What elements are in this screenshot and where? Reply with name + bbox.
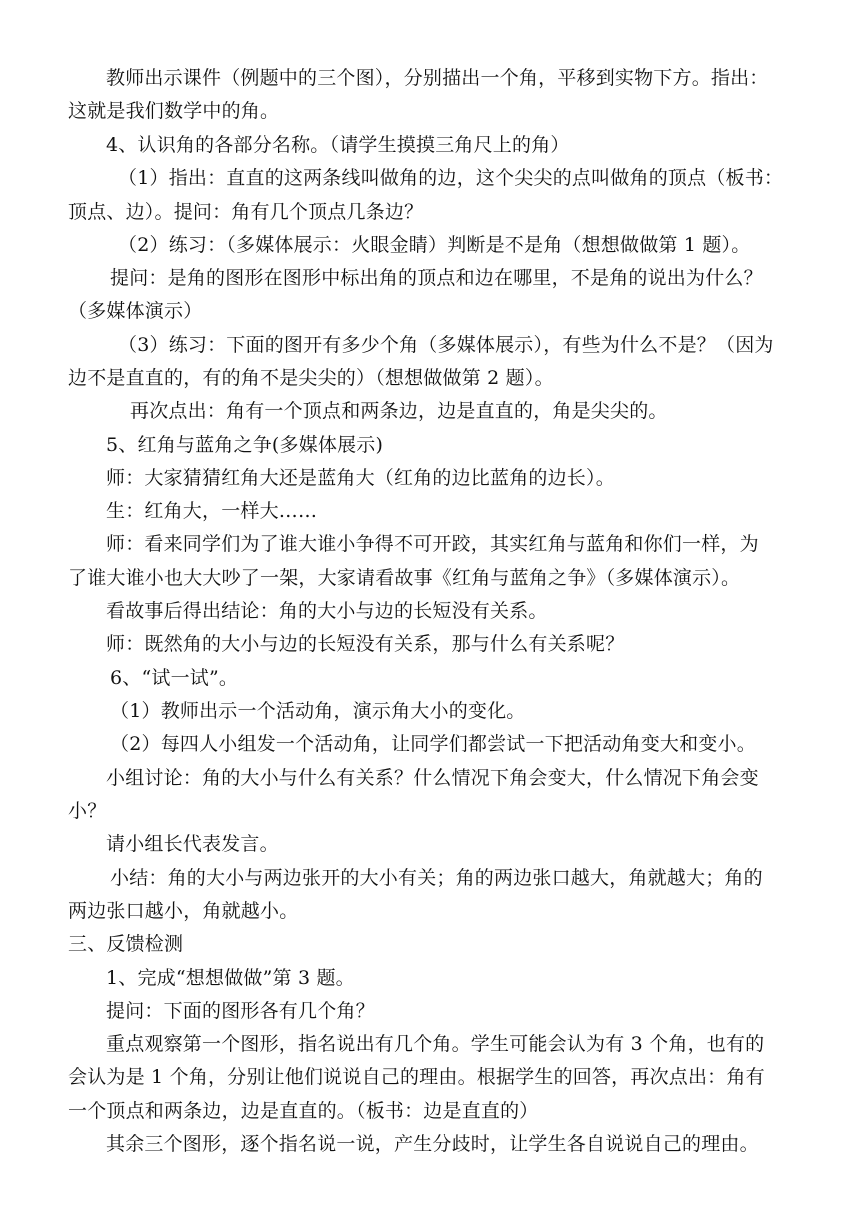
section-heading: 三、反馈检测 [68,933,184,955]
text-line: 边不是直直的，有的角不是尖尖的）（想想做做第 2 题）。 [68,367,554,389]
text-line: 小结：角的大小与两边张开的大小有关；角的两边张口越大，角就越大；角的 [110,867,763,889]
text-line: 师：既然角的大小与边的长短没有关系，那与什么有关系呢？ [106,633,625,655]
text-line: 小？ [68,800,107,822]
text-line: （3）练习：下面的图开有多少个角（多媒体展示），有些为什么不是？（因为 [118,334,774,356]
text-line: 1、完成“想想做做”第 3 题。 [106,967,355,989]
text-line: 5、红角与蓝角之争(多媒体展示) [106,434,384,456]
text-line: （2）每四人小组发一个活动角，让同学们都尝试一下把活动角变大和变小。 [110,733,756,755]
text-line: 顶点、边）。提问：角有几个顶点几条边？ [68,201,424,223]
text-line: （1）教师出示一个活动角，演示角大小的变化。 [110,700,526,722]
text-line: 会认为是 1 个角，分别让他们说说自己的理由。根据学生的回答，再次点出：角有 [68,1066,765,1088]
text-line: （1）指出：直直的这两条线叫做角的边，这个尖尖的点叫做角的顶点（板书： [118,167,784,189]
text-line: （2）练习：（多媒体展示：火眼金睛）判断是不是角（想想做做第 1 题）。 [118,234,751,256]
text-line: 请小组长代表发言。 [106,833,279,855]
text-line: 师：大家猜猜红角大还是蓝角大（红角的边比蓝角的边长）。 [106,467,615,489]
text-line: 师：看来同学们为了谁大谁小争得不可开跤，其实红角与蓝角和你们一样，为 [106,533,759,555]
text-line: 4、认识角的各部分名称。（请学生摸摸三角尺上的角） [106,134,570,156]
text-line: 看故事后得出结论：角的大小与边的长短没有关系。 [106,600,548,622]
text-line: 小组讨论：角的大小与什么有关系？什么情况下角会变大，什么情况下角会变 [106,767,759,789]
text-line: 再次点出：角有一个顶点和两条边，边是直直的，角是尖尖的。 [130,400,668,422]
text-line: 这就是我们数学中的角。 [68,100,280,122]
text-line: 提问：下面的图形各有几个角？ [106,1000,375,1022]
text-line: 其余三个图形，逐个指名说一说，产生分歧时，让学生各自说说自己的理由。 [106,1133,759,1155]
text-line: （多媒体演示） [68,300,203,322]
text-line: 教师出示课件（例题中的三个图），分别描出一个角，平移到实物下方。指出： [106,67,769,89]
text-line: 重点观察第一个图形，指名说出有几个角。学生可能会认为有 3 个角，也有的 [106,1033,765,1055]
text-line: 生：红角大，一样大…… [106,500,318,522]
text-line: 了谁大谁小也大大吵了一架，大家请看故事《红角与蓝角之争》（多媒体演示）。 [68,567,741,589]
text-line: 提问：是角的图形在图形中标出角的顶点和边在哪里，不是角的说出为什么？ [110,267,763,289]
text-line: 6、“试一试”。 [110,667,239,689]
text-line: 一个顶点和两条边，边是直直的。（板书：边是直直的） [68,1100,539,1122]
text-line: 两边张口越小，角就越小。 [68,900,299,922]
